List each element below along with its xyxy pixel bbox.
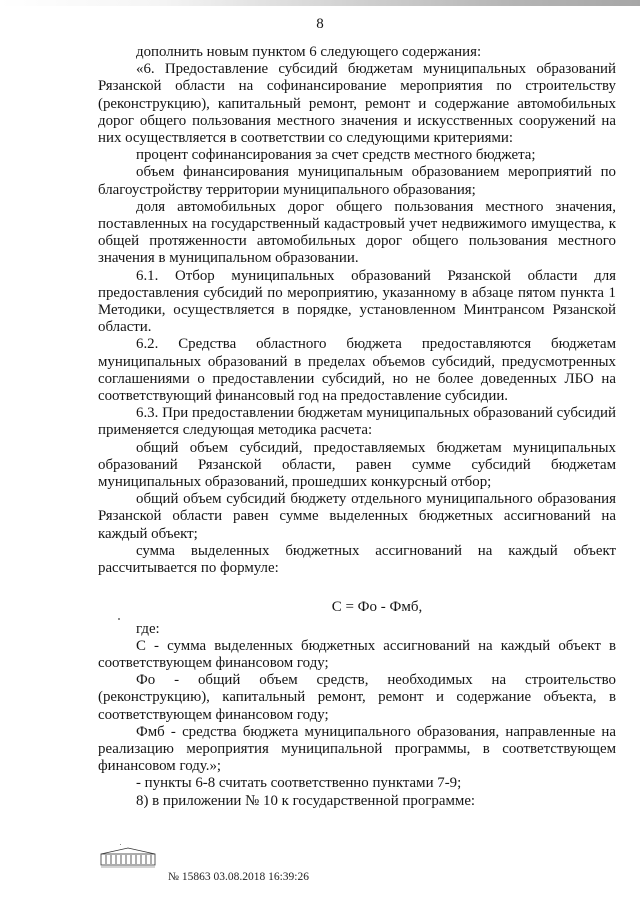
- formula-lead: где:: [136, 620, 160, 637]
- paragraph: доля автомобильных дорог общего пользования местного значения, поставленных на государственный кадастровый учет недвижимого имущества, к общей протяженности автомобильных дорог общего пользования местного значения в муниципальном образовании.: [98, 198, 616, 267]
- paragraph: объем финансирования муниципальным образованием мероприятий по благоустройству территории муниципального образования;: [98, 164, 616, 198]
- formula: С = Фо - Фмб,: [331, 599, 423, 616]
- paragraph: 6.2. Средства областного бюджета предоставляются бюджетам муниципальных образований в пределах объемов субсидий, предусмотренных соглашениями о предоставлении субсидий, но не более доведенных ЛБО на соответствующий финансовый год на предоставление субсидии.: [98, 336, 616, 405]
- scan-edge-shadow: [0, 0, 640, 6]
- registration-number-sign: №: [168, 871, 179, 883]
- building-stamp-icon: [100, 846, 156, 868]
- paragraph: «6. Предоставление субсидий бюджетам муниципальных образований Рязанской области на софинансирование мероприятия по строительству (реконструкцию), капитальный ремонт, ремонт и содержание автомобильных дорог общего пользования местного значения и искусственных сооружений на них осуществляется в соответствии со следующими критериями:: [98, 61, 616, 147]
- list-item: 8) в приложении № 10 к государственной программе:: [136, 792, 476, 809]
- paragraph: сумма выделенных бюджетных ассигнований на каждый объект рассчитывается по формуле:: [98, 542, 616, 577]
- definition: Фмб - средства бюджета муниципального образования, направленные на реализацию мероприятия муниципальной программы, в соответствующем финансовом году.»;: [98, 723, 616, 775]
- paragraph: процент софинансирования за счет средств местного бюджета;: [136, 147, 536, 164]
- list-item: - пункты 6-8 считать соответственно пунктами 7-9;: [136, 775, 462, 792]
- document-body: [98, 44, 616, 810]
- definition: С - сумма выделенных бюджетных ассигнований на каждый объект в соответствующем финансовом году;: [98, 637, 616, 671]
- paragraph: 6.1. Отбор муниципальных образований Рязанской области для предоставления субсидий по мероприятию, указанному в абзаце пятом пункта 1 Методики, осуществляется в порядке, установленном Минтрансом Рязанской области.: [98, 267, 616, 336]
- paragraph: общий объем субсидий бюджету отдельного муниципального образования Рязанской области равен сумме выделенных бюджетных ассигнований на каждый объект;: [98, 491, 616, 542]
- registration-text: 15863 03.08.2018 16:39:26: [181, 871, 309, 883]
- paragraph: дополнить новым пунктом 6 следующего содержания:: [136, 44, 482, 60]
- definition: Фо - общий объем средств, необходимых на строительство (реконструкцию), капитальный ремонт, ремонт и содержание объекта, в соответствующем финансовом году;: [98, 672, 616, 723]
- scan-speck: [120, 844, 121, 845]
- scan-speck: [118, 618, 120, 620]
- page-number: 8: [316, 16, 324, 32]
- paragraph: общий объем субсидий, предоставляемых бюджетам муниципальных образований Рязанской области, равен сумме субсидий бюджетам муниципальных образований, прошедших конкурсный отбор;: [98, 439, 616, 491]
- paragraph: 6.3. При предоставлении бюджетам муниципальных образований субсидий применяется следующая методика расчета:: [98, 405, 616, 439]
- registration-mark: [168, 871, 309, 883]
